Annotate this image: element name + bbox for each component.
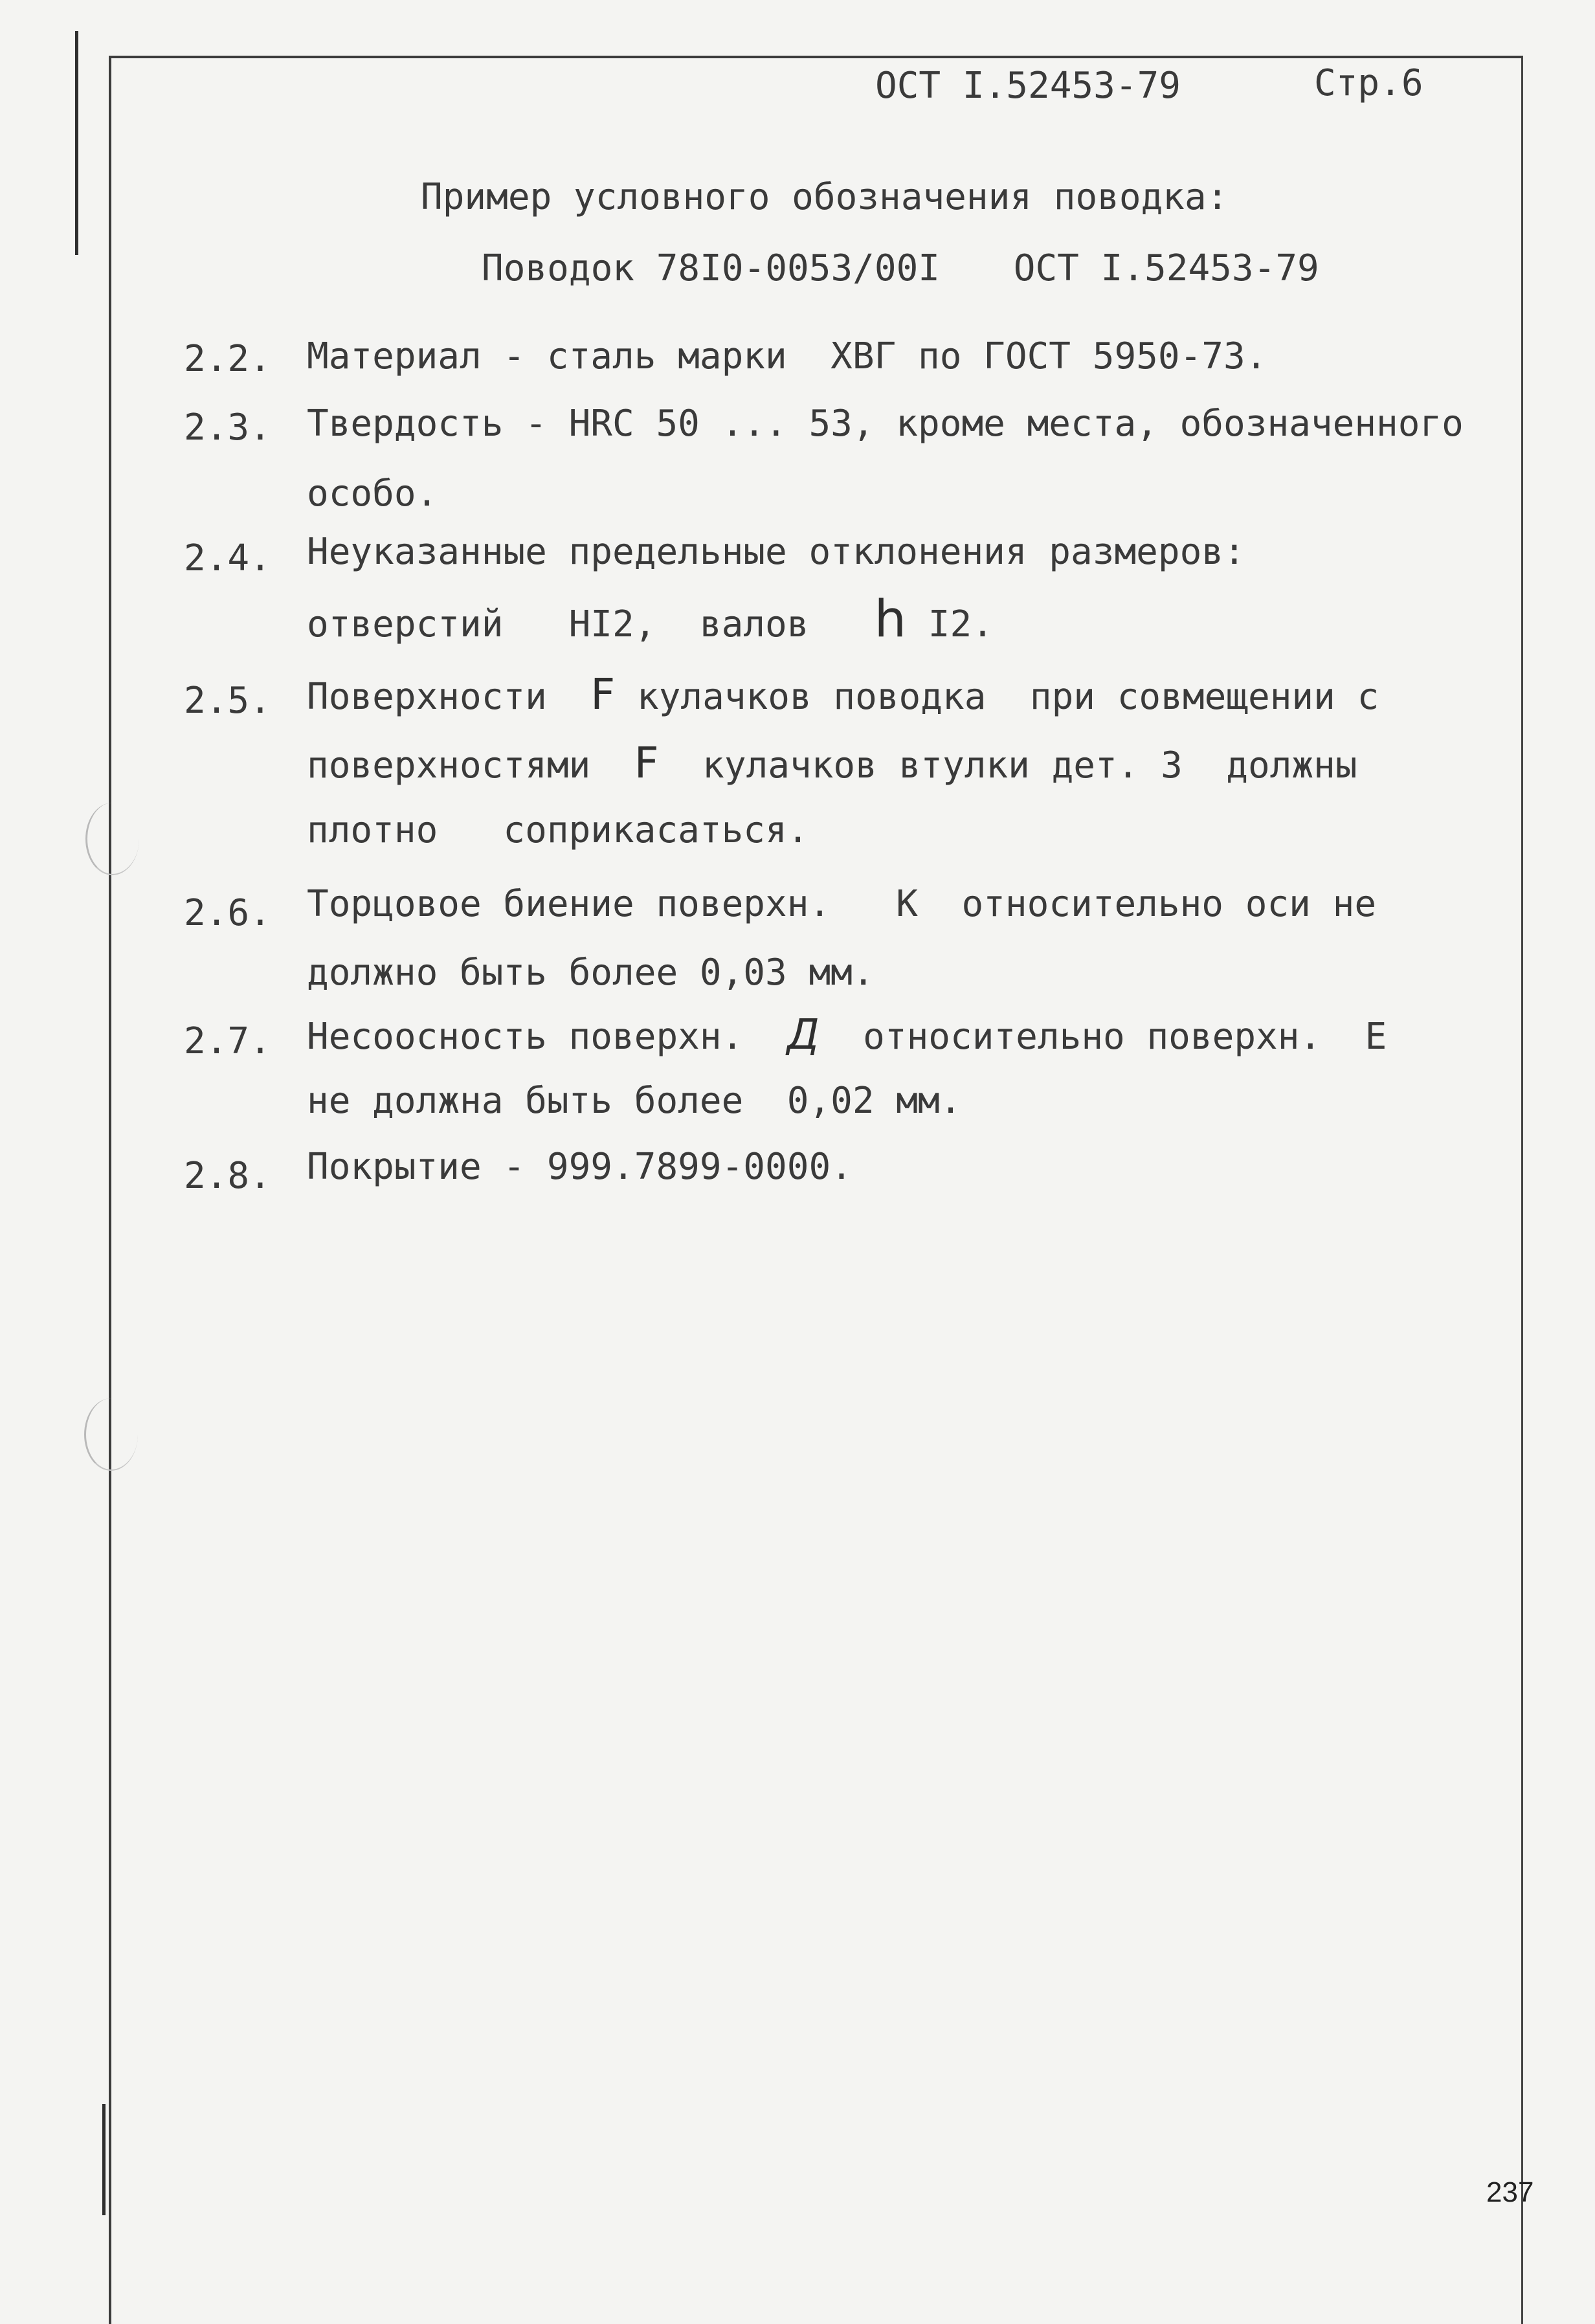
item-line: Покрытие - 999.7899-0000.: [307, 1146, 853, 1188]
page-label: Стр.6: [1314, 62, 1423, 104]
item-number: 2.2.: [184, 338, 271, 380]
item-line: Торцовое биение поверхн. К относительно оси не: [307, 883, 1377, 925]
item-line-part: Поверхности: [307, 676, 591, 718]
designation-standard: ОСТ I.52453-79: [1013, 247, 1319, 289]
item-line-part: отверстий HI2, валов: [307, 603, 875, 645]
item-line: не должна быть более 0,02 мм.: [307, 1080, 962, 1122]
page-frame: [109, 56, 1523, 2324]
item-line: особо.: [307, 473, 438, 515]
page-number: 237: [1486, 2176, 1534, 2208]
item-number: 2.6.: [184, 892, 271, 934]
item-line: [307, 1011, 1387, 1059]
item-number: 2.5.: [184, 680, 271, 722]
handwritten-symbol: F: [590, 669, 616, 719]
handwritten-symbol: Д: [786, 1011, 820, 1059]
standard-code: ОСТ I.52453-79: [875, 65, 1181, 107]
binding-line-bottom: [102, 2104, 106, 2215]
item-line: Твердость - HRC 50 ... 53, кроме места, обозначенного: [307, 403, 1464, 445]
item-line-part: Несоосность поверхн.: [307, 1016, 787, 1058]
item-line: Материал - сталь марки ХВГ по ГОСТ 5950-73.: [307, 335, 1267, 377]
item-line: должно быть более 0,03 мм.: [307, 952, 875, 994]
item-line: [307, 590, 994, 649]
item-line: плотно соприкасаться.: [307, 809, 809, 851]
punch-hole-mark-2: [84, 1398, 138, 1471]
item-line-part: кулачков поводка при совмещении с: [615, 676, 1379, 718]
example-designation: [482, 247, 1319, 289]
designation-part: Поводок 78I0-0053/00I: [482, 247, 941, 289]
item-line: [307, 738, 1357, 788]
handwritten-symbol: h: [874, 590, 907, 649]
item-number: 2.7.: [184, 1020, 271, 1062]
item-line-part: относительно поверхн. Е: [819, 1016, 1387, 1058]
punch-hole-mark-1: [85, 803, 139, 875]
item-number: 2.4.: [184, 537, 271, 579]
item-line-part: поверхностями: [307, 744, 634, 787]
item-number: 2.8.: [184, 1155, 271, 1197]
item-line-part: I2.: [906, 603, 994, 645]
example-title: Пример условного обозначения поводка:: [421, 176, 1229, 218]
binding-line-top: [75, 31, 78, 255]
handwritten-symbol: F: [634, 738, 659, 788]
item-line-part: кулачков втулки дет. 3 должны: [658, 744, 1357, 787]
item-number: 2.3.: [184, 407, 271, 449]
item-line: Неуказанные предельные отклонения размеров:: [307, 531, 1245, 573]
item-line: [307, 669, 1379, 719]
